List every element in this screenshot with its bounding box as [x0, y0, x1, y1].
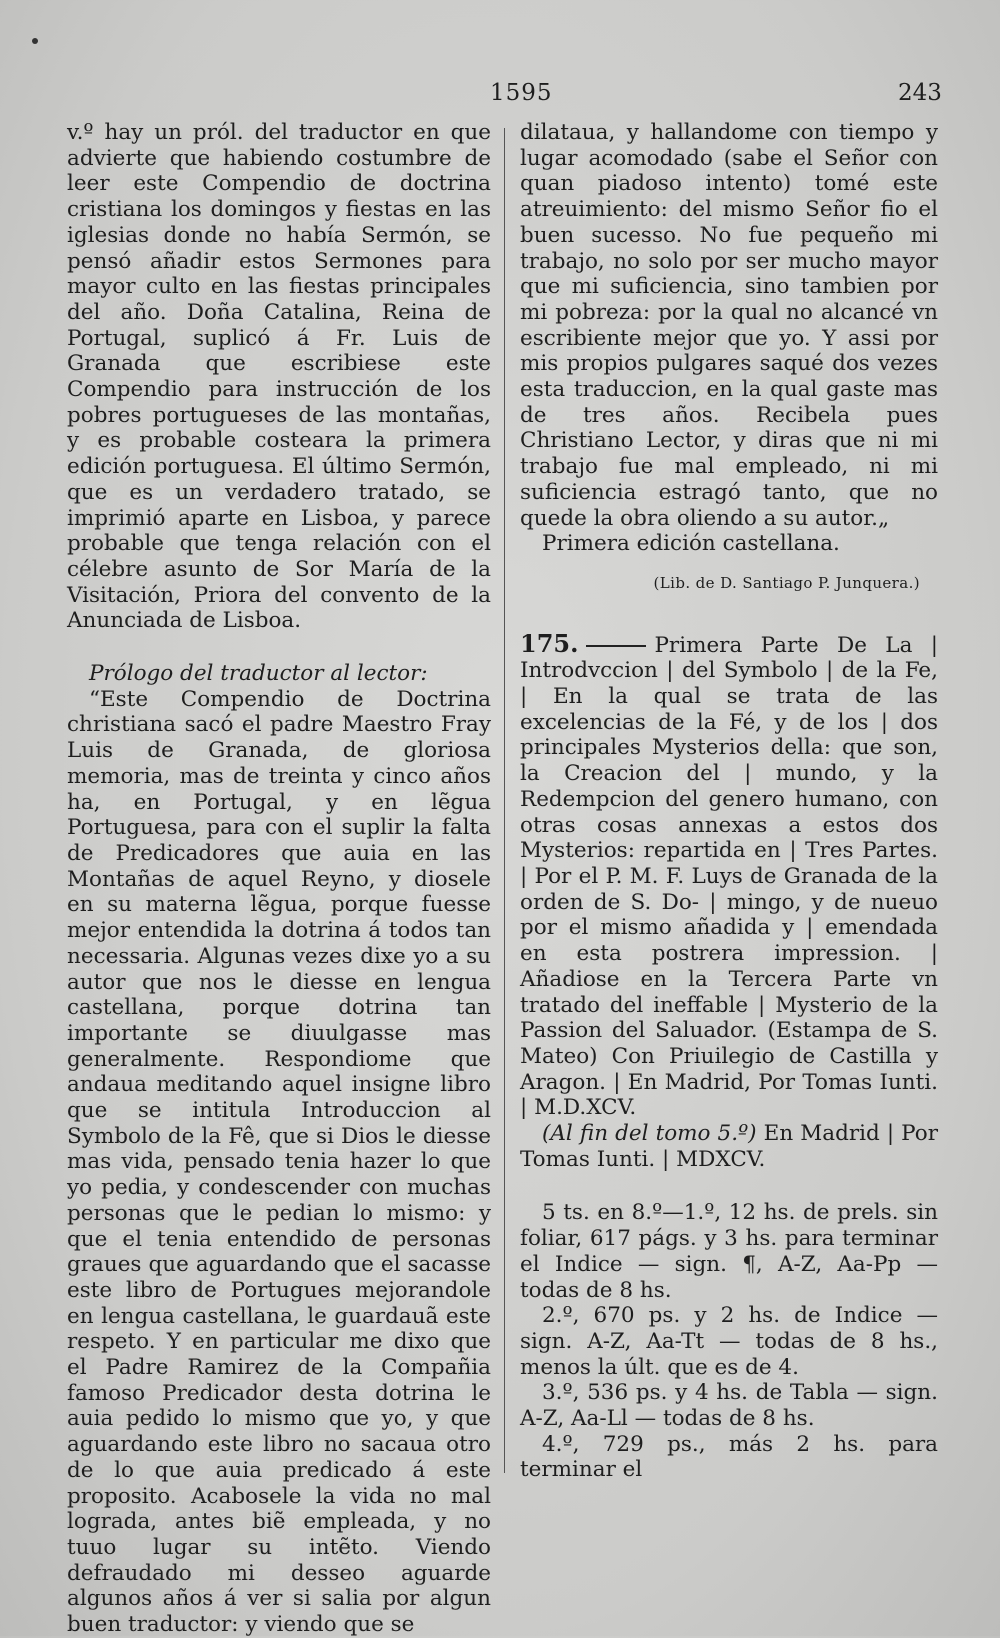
- ink-speck: [32, 38, 38, 44]
- prologue-continuation: dilataua, y hallandome con tiempo y lugar acomodado (sabe el Señor con quan piadoso intento) tomé este atreuimiento: del mismo Señor fio el buen sucesso. No fue pequeño mi trabajo, no solo por ser mucho mayor que mi suficiencia, sino tambien por mi pobreza: por la qual no alcancé vn escribiente mejor que yo. Y assi por mis propios pulgares saqué dos vezes esta traduccion, en la qual gaste mas de tres años. Recibela pues Christiano Lector, y diras que ni mi trabajo fue mal empleado, ni mi suficiencia estragó tanto, que no quede la obra oliendo a su autor.„: [520, 120, 938, 531]
- entry-title: Primera Parte De La | Introdvccion | del Symbolo | de la Fe, | En la qual se trata de las excelencias de la Fé, y de los | dos principales Mysterios della: que son, la Creacion del | mundo, y la Redempcion del genero humano, con otras cosas annexas a estos dos Mysterios: repartida en | Tres Partes. | Por el P. M. F. Luys de Granada de la orden de S. Do- | mingo, y de nueuo por el mismo añadida y | emendada en esta postrera impression. | Añadiose en la Tercera Parte vn tratado del ineffable | Mysterio de la Passion del Saluador. (Estampa de S. Mateo) Con Priuilegio de Castilla y Aragon. | En Madrid, Por Tomas Iunti. | M.D.XCV.: [520, 632, 938, 1121]
- prologue-text: “Este Compendio de Doctrina christiana sacó el padre Maestro Fray Luis de Granada, de gloriosa memoria, mas de treinta y cinco años ha, en Portugal, y en lẽgua Portuguesa, para con el suplir la falta de Predicadores que auia en las Montañas de aquel Reyno, y diosele en su materna lẽgua, porque fuesse mejor entendida la dotrina á todos tan necessaria. Algunas vezes dixe yo a su autor que nos le diesse en lengua castellana, porque dotrina tan importante se diuulgasse mas generalmente. Respondiome que andaua meditando aquel insigne libro que se intitula Introduccion al Symbolo de la Fê, que si Dios le diesse mas vida, pensado tenia hazer lo que yo pedia, y condescender con muchas personas que le pedian lo mismo: y que el tenia entendido de personas graues que aguardando que el sacasse este libro de Portugues mejorandole en lengua castellana, le guardauã este respeto. Y en particular me dixo que el Padre Ramirez de la Compañia famoso Predicador desta dotrina le auia pedido lo mismo que yo, y que aguardando este libro no sacaua otro de lo que auia predicado á este proposito. Acabosele la vida no mal lograda, antes biẽ empleada, y no tuuo lugar su intẽto. Viendo defraudado mi desseo aguarde algunos años á ver si salia por algun buen traductor: y viendo que se: [67, 686, 491, 1638]
- entry-dash: [586, 645, 646, 647]
- running-head-year: 1595: [490, 80, 553, 106]
- left-column: [67, 120, 491, 1638]
- description-line: 3.º, 536 ps. y 4 hs. de Tabla — sign. A-Z, Aa-Ll — todas de 8 hs.: [520, 1380, 938, 1432]
- column-divider: [504, 128, 505, 1473]
- colophon-text: En Madrid | Por Tomas Iunti. | MDXCV.: [520, 1121, 938, 1172]
- physical-description: [520, 1200, 938, 1483]
- description-line: 5 ts. en 8.º—1.º, 12 hs. de prels. sin foliar, 617 págs. y 3 hs. para terminar el Indice — sign. ¶, A-Z, Aa-Pp — todas de 8 hs.: [520, 1200, 938, 1303]
- colophon: [520, 1121, 938, 1172]
- entry-number: 175.: [520, 628, 579, 658]
- prologue-heading: Prólogo del traductor al lector:: [89, 661, 428, 687]
- colophon-label: (Al fin del tomo 5.º): [542, 1121, 757, 1147]
- library-citation: (Lib. de D. Santiago P. Junquera.): [653, 573, 920, 592]
- right-column: [520, 120, 938, 1483]
- page-number: 243: [898, 80, 942, 106]
- catalog-entry: [520, 628, 938, 1173]
- description-line: 2.º, 670 ps. y 2 hs. de Indice — sign. A-Z, Aa-Tt — todas de 8 hs., menos la últ. que es de 4.: [520, 1303, 938, 1380]
- intro-paragraph: v.º hay un pról. del traductor en que advierte que habiendo costumbre de leer este Compendio de doctrina cristiana los domingos y fiestas en las iglesias donde no había Sermón, se pensó añadir estos Sermones para mayor culto en las fiestas principales del año. Doña Catalina, Reina de Portugal, suplicó á Fr. Luis de Granada que escribiese este Compendio para instrucción de los pobres portugueses de las montañas, y es probable costeara la primera edición portuguesa. El último Sermón, que es un verdadero tratado, se imprimió aparte en Lisboa, y parece probable que tenga relación con el célebre asunto de Sor María de la Visitación, Priora del convento de la Anunciada de Lisboa.: [67, 120, 491, 634]
- description-line: 4.º, 729 ps., más 2 hs. para terminar el: [520, 1431, 938, 1483]
- edition-note: Primera edición castellana.: [542, 531, 840, 557]
